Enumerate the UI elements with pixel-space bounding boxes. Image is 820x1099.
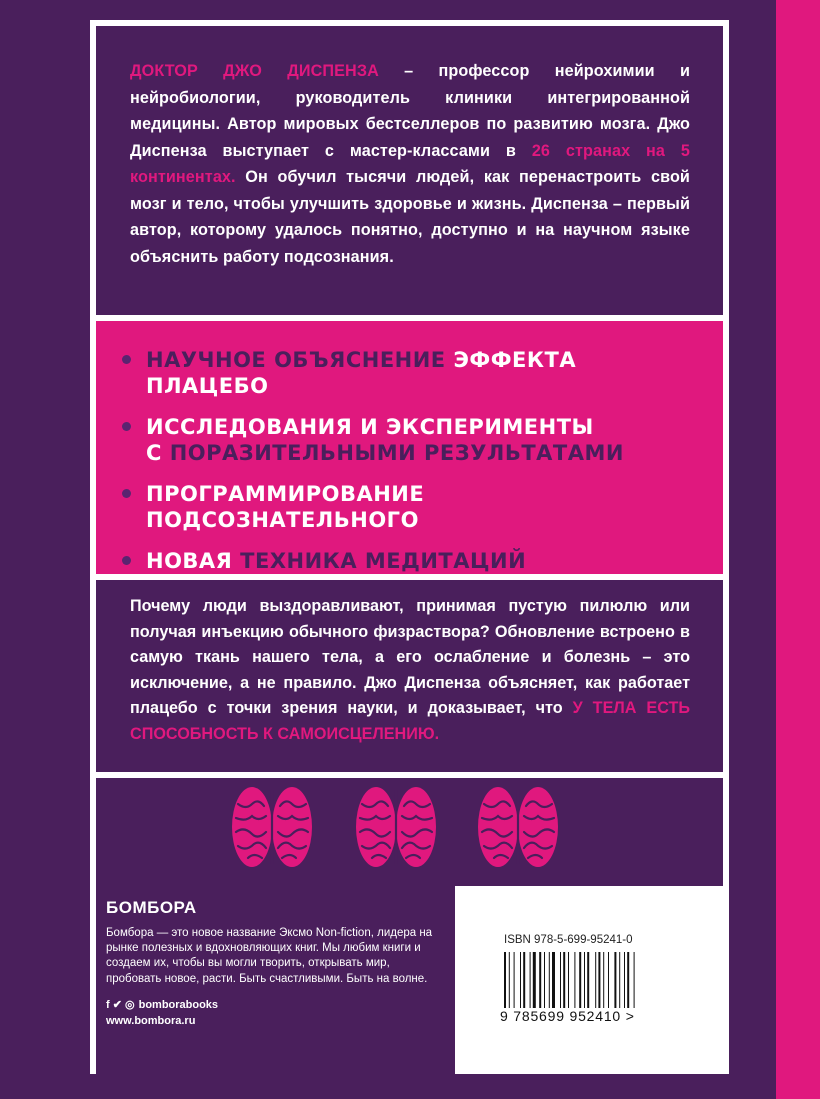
imprint-area	[96, 886, 723, 1074]
barcode-bar	[514, 952, 515, 1008]
barcode-bar	[533, 952, 536, 1008]
barcode-bar	[544, 952, 545, 1008]
barcode-bar	[579, 952, 581, 1008]
barcode-bar	[619, 952, 620, 1008]
barcode-bar	[624, 952, 625, 1008]
brain-icon	[474, 784, 562, 870]
barcode-bar	[549, 952, 550, 1008]
author-name: ДОКТОР ДЖО ДИСПЕНЗА	[130, 62, 379, 80]
divider	[96, 315, 723, 321]
feature-text-emph: НОВАЯ	[146, 549, 241, 573]
barcode-bar	[584, 952, 585, 1008]
feature-item	[122, 347, 682, 399]
publisher-site: www.bombora.ru	[106, 1014, 196, 1027]
barcode-bar	[568, 952, 569, 1008]
bio-text-2: Он обучил тысячи людей, как перенастроить свой мозг и тело, чтобы улучшить здоровье и жизнь. Диспенза – первый автор, которому удалось понятно, доступно и на научном языке объяснить работу подсознания.	[130, 168, 690, 266]
publisher-social	[106, 997, 445, 1029]
barcode-bar	[563, 952, 565, 1008]
barcode-bar	[603, 952, 604, 1008]
spine-stripe	[776, 0, 820, 1099]
social-icons: f ✔ ◎	[106, 998, 135, 1011]
feature-item	[122, 414, 682, 466]
barcode-bar	[614, 952, 616, 1008]
barcode-bar	[530, 952, 531, 1008]
barcode-bar	[560, 952, 561, 1008]
barcode-bar	[634, 952, 635, 1008]
barcode-bar	[552, 952, 555, 1008]
feature-text: ПОРАЗИТЕЛЬНЫМИ РЕЗУЛЬТАТАМИ	[169, 441, 624, 465]
barcode-bar	[520, 952, 521, 1008]
brain-illustrations	[96, 778, 723, 882]
brain-icon	[228, 784, 316, 870]
barcode-bar	[504, 952, 506, 1008]
barcode-bar	[523, 952, 525, 1008]
feature-list	[122, 347, 682, 589]
barcode	[504, 952, 654, 1010]
bullet-icon	[122, 556, 131, 565]
feature-text-emph: ЭФФЕКТА ПЛАЦЕБО	[146, 348, 577, 398]
brain-icon	[352, 784, 440, 870]
barcode-bar	[539, 952, 541, 1008]
barcode-bar	[574, 952, 575, 1008]
summary-body: Почему люди выздоравливают, принимая пустую пилюлю или получая инъекцию обычного физраствора? Обновление встроено в самую ткань нашего тела, а его ослабление и болезнь – это исключение, а не правило. Джо Диспенза объясняет, как работает плацебо с точки зрения науки, и доказывает, что	[130, 597, 690, 717]
social-handle: bomborabooks	[138, 998, 219, 1011]
barcode-bar	[627, 952, 629, 1008]
feature-text: ТЕХНИКА МЕДИТАЦИЙ	[240, 549, 527, 573]
feature-text-emph: ПРОГРАММИРОВАНИЕ ПОДСОЗНАТЕЛЬНОГО	[146, 482, 425, 532]
barcode-bar	[509, 952, 510, 1008]
publisher-logo: БОМБОРА	[106, 898, 197, 917]
bio-highlight: 26 странах на 5 континентах.	[130, 141, 690, 186]
barcode-bar	[608, 952, 609, 1008]
bio-text-1: – профессор нейрохимии и нейробиологии, руководитель клиники интегрированной медицины. Автор мировых бестселлеров по развитию мозга. Джо Диспенза выступает с мастер-классами в	[130, 62, 691, 160]
bullet-icon	[122, 489, 131, 498]
bullet-icon	[122, 355, 131, 364]
publisher-description: Бомбора — это новое название Эксмо Non-fiction, лидера на рынке полезных и вдохновляющих книг. Мы любим книги и создаем их, чтобы вы могли творить, открывать мир, пробовать новое, расти. Быть счастливыми. Быть на волне.	[106, 927, 433, 985]
divider	[96, 574, 723, 580]
feature-text: НАУЧНОЕ ОБЪЯСНЕНИЕ	[146, 348, 454, 372]
barcode-bar	[587, 952, 589, 1008]
barcode-bar	[595, 952, 596, 1008]
feature-item	[122, 548, 682, 574]
barcode-digits: 9 785699 952410 >	[500, 1008, 635, 1024]
summary-text	[130, 594, 690, 747]
feature-text-emph: С	[146, 441, 170, 465]
bullet-icon	[122, 422, 131, 431]
author-bio	[130, 58, 690, 270]
summary-highlight: У ТЕЛА ЕСТЬ СПОСОБНОСТЬ К САМОИСЦЕЛЕНИЮ.	[130, 699, 691, 743]
back-cover-frame	[90, 20, 729, 1074]
feature-text-emph: ИССЛЕДОВАНИЯ И ЭКСПЕРИМЕНТЫ	[146, 415, 594, 439]
features-band	[96, 321, 723, 574]
publisher-block	[96, 886, 455, 1074]
barcode-bar	[598, 952, 600, 1008]
isbn-label: ISBN 978-5-699-95241-0	[504, 934, 633, 946]
feature-item	[122, 481, 682, 533]
